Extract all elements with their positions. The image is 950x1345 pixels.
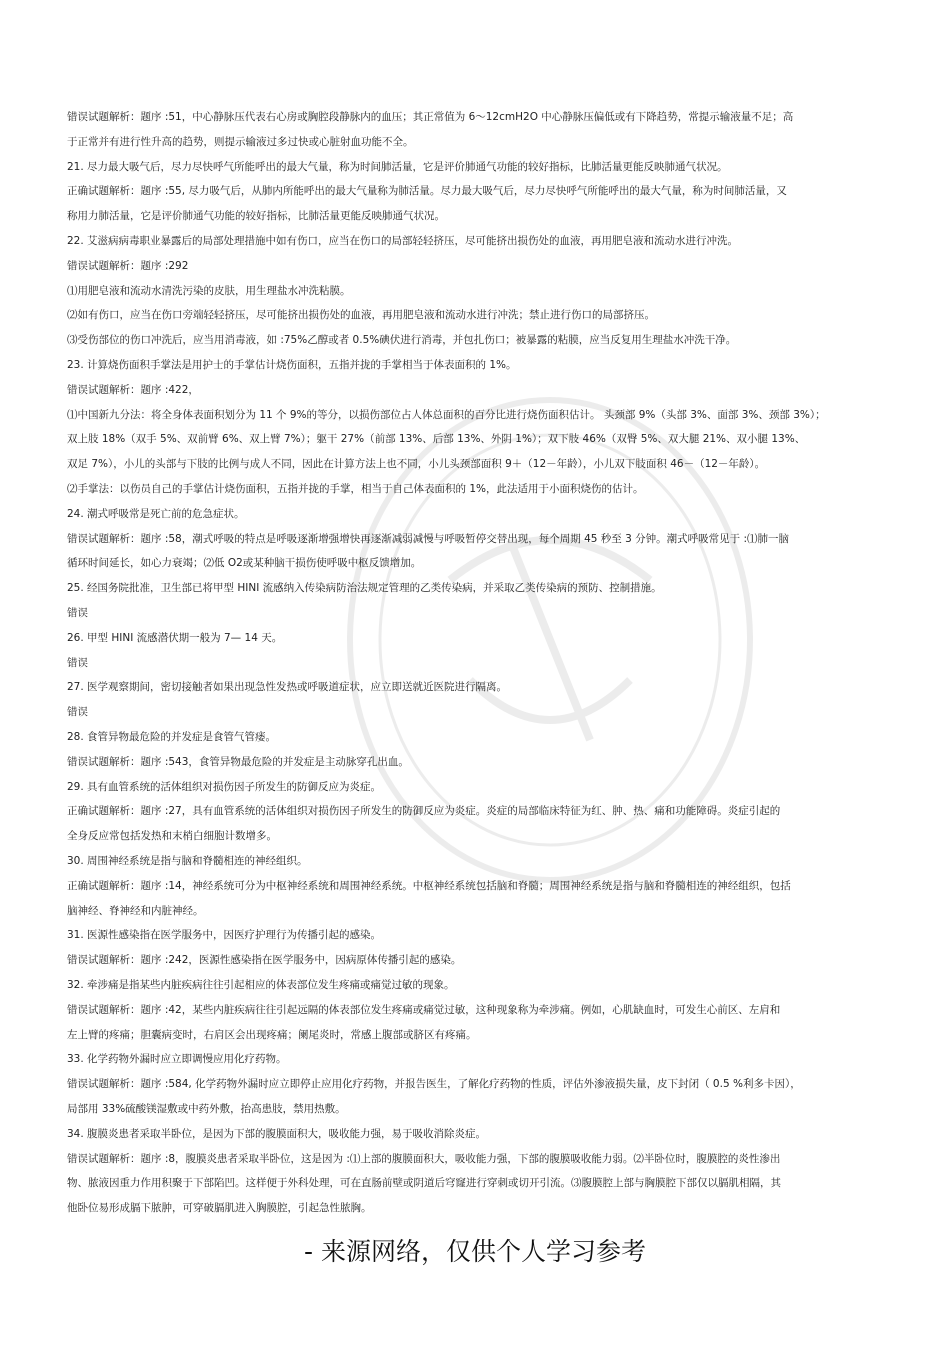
text-line: 26. 甲型 HINI 流感潜伏期一般为 7— 14 天。: [67, 631, 283, 644]
text-line: 30. 周围神经系统是指与脑和脊髓相连的神经组织。: [67, 855, 308, 867]
text-line: 脑神经、脊神经和内脏神经。: [67, 904, 204, 917]
text-line: 错误试题解析：题序 :42，某些内脏疾病往往引起远隔的体表部位发生疼痛或痛觉过敏，这种现象称为牵涉痛。例如，心肌缺血时，可发生心前区、左肩和: [67, 1003, 781, 1016]
text-line: 错误试题解析：题序 :8，腹膜炎患者采取半卧位，这是因为 :⑴上部的腹膜面积大，吸收能力强，下部的腹膜吸收能力弱。⑵半卧位时，腹膜腔的炎性渗出: [67, 1152, 781, 1165]
text-line: 循环时间延长，如心力衰竭；⑵低 O2或某种脑干损伤使呼吸中枢反馈增加。: [67, 557, 422, 570]
text-line: 他卧位易形成膈下脓肿，可穿破膈肌进入胸膜腔，引起急性脓胸。: [67, 1202, 372, 1215]
text-line: 称用力肺活量，它是评价肺通气功能的较好指标，比肺活量更能反映肺通气状况。: [67, 210, 445, 223]
text-line: 错误试题解析：题序 :58，潮式呼吸的特点是呼吸逐渐增强增快再逐渐减弱减慢与呼吸暂停交替出现，每个周期 45 秒至 3 分钟。潮式呼吸常见于 :⑴肺一脑: [67, 532, 790, 545]
text-line: 错误: [67, 706, 88, 719]
text-line: 25. 经国务院批准，卫生部已将甲型 HINI 流感纳入传染病防治法规定管理的乙类传染病，并采取乙类传染病的预防、控制措施。: [67, 582, 662, 595]
text-line: 于正常并有进行性升高的趋势，则提示输液过多过快或心脏射血功能不全。: [67, 135, 414, 148]
text-line: 错误试题解析：题序 :292: [67, 259, 189, 272]
text-line: 局部用 33%硫酸镁湿敷或中药外敷，抬高患肢，禁用热敷。: [67, 1103, 346, 1115]
text-line: 错误试题解析：题序 :543，食管异物最危险的并发症是主动脉穿孔出血。: [67, 755, 409, 768]
footer-note: - 来源网络，仅供个人学习参考: [304, 1237, 646, 1266]
text-line: 24. 潮式呼吸常是死亡前的危急症状。: [67, 507, 245, 520]
text-line: 34. 腹膜炎患者采取半卧位，是因为下部的腹膜面积大，吸收能力强，易于吸收消除炎症。: [67, 1127, 487, 1140]
text-line: 双足 7%），小儿的头部与下肢的比例与成人不同，因此在计算方法上也不同，小儿头颈部面积 9＋（12－年龄），小儿双下肢面积 46－（12－年龄）。: [67, 458, 766, 471]
text-line: 错误试题解析：题序 :584, 化学药物外漏时应立即停止应用化疗药物，并报告医生，了解化疗药物的性质，评估外渗液损失量，皮下封闭（ 0.5 %利多卡因），: [67, 1078, 801, 1091]
text-line: 错误: [67, 656, 88, 669]
text-line: 27. 医学观察期间，密切接触者如果出现急性发热或呼吸道症状，应立即送就近医院进行隔离。: [67, 681, 508, 694]
text-line: 28. 食管异物最危险的并发症是食管气管瘘。: [67, 731, 277, 743]
text-line: 23. 计算烧伤面积手掌法是用护士的手掌估计烧伤面积，五指并拢的手掌相当于体表面积的 1%。: [67, 359, 517, 371]
text-line: 错误试题解析：题序 :422，: [67, 383, 199, 396]
text-line: 32. 牵涉痛是指某些内脏疾病往往引起相应的体表部位发生疼痛或痛觉过敏的现象。: [67, 979, 455, 991]
text-line: ⑴用肥皂液和流动水清洗污染的皮肤，用生理盐水冲洗粘膜。: [67, 284, 351, 297]
text-line: 21. 尽力最大吸气后，尽力尽快呼气所能呼出的最大气量，称为时间肺活量，它是评价肺通气功能的较好指标，比肺活量更能反映肺通气状况。: [67, 160, 728, 173]
text-line: 正确试题解析：题序 :55, 尽力吸气后，从肺内所能呼出的最大气量称为肺活量。尽力最大吸气后，尽力尽快呼气所能呼出的最大气量，称为时间肺活量，又: [67, 185, 787, 198]
text-line: 错误试题解析：题序 :51，中心静脉压代表右心房或胸腔段静脉内的血压；其正常值为 6～12cmH2O 中心静脉压偏低或有下降趋势，常提示输液量不足；高: [67, 111, 794, 123]
text-line: ⑶受伤部位的伤口冲洗后，应当用消毒液，如 :75%乙醇或者 0.5%碘伏进行消毒，并包扎伤口；被暴露的粘膜，应当反复用生理盐水冲洗干净。: [67, 334, 737, 347]
text-line: 双上肢 18%（双手 5%、双前臂 6%、双上臂 7%）；躯干 27%（前部 13%、后部 13%、外阴 1%）；双下肢 46%（双臀 5%、双大腿 21%、双小腿 13%、: [67, 433, 806, 446]
text-line: 错误试题解析：题序 :242，医源性感染指在医学服务中，因病原体传播引起的感染。: [67, 954, 462, 967]
text-line: 33. 化学药物外漏时应立即调慢应用化疗药物。: [67, 1053, 287, 1066]
text-line: 全身反应常包括发热和末梢白细胞计数增多。: [67, 830, 277, 843]
text-line: 物、脓液因重力作用积聚于下部陷凹。这样便于外科处理，可在直肠前壁或阴道后穹窿进行穿刺或切开引流。⑶腹膜腔上部与胸膜腔下部仅以膈肌相隔，其: [67, 1177, 781, 1190]
text-line: 正确试题解析：题序 :27，具有血管系统的活体组织对损伤因子所发生的防御反应为炎症。炎症的局部临床特征为红、肿、热、痛和功能障碍。炎症引起的: [67, 805, 781, 818]
text-line: 22. 艾滋病病毒职业暴露后的局部处理措施中如有伤口，应当在伤口的局部轻轻挤压，尽可能挤出损伤处的血液，再用肥皂液和流动水进行冲洗。: [67, 235, 739, 247]
text-line: 正确试题解析：题序 :14，神经系统可分为中枢神经系统和周围神经系统。中枢神经系统包括脑和脊髓；周围神经系统是指与脑和脊髓相连的神经组织，包括: [67, 879, 791, 892]
text-line: 29. 具有血管系统的活体组织对损伤因子所发生的防御反应为炎症。: [67, 780, 382, 793]
text-line: ⑴中国新九分法：将全身体表面积划分为 11 个 9%的等分，以损伤部位占人体总面积的百分比进行烧伤面积估计。 头颈部 9%（头部 3%、面部 3%、颈部 3%）；: [67, 408, 826, 421]
text-line: ⑵如有伤口，应当在伤口旁端轻轻挤压，尽可能挤出损伤处的血液，再用肥皂液和流动水进行冲洗；禁止进行伤口的局部挤压。: [67, 309, 655, 322]
text-line: 31. 医源性感染指在医学服务中，因医疗护理行为传播引起的感染。: [67, 929, 382, 942]
text-line: 错误: [67, 607, 88, 619]
text-line: 左上臂的疼痛；胆囊病变时，右肩区会出现疼痛；阑尾炎时，常感上腹部或脐区有疼痛。: [67, 1028, 477, 1041]
text-line: ⑵手掌法：以伤员自己的手掌估计烧伤面积，五指并拢的手掌，相当于自己体表面积的 1%，此法适用于小面积烧伤的估计。: [67, 483, 644, 495]
